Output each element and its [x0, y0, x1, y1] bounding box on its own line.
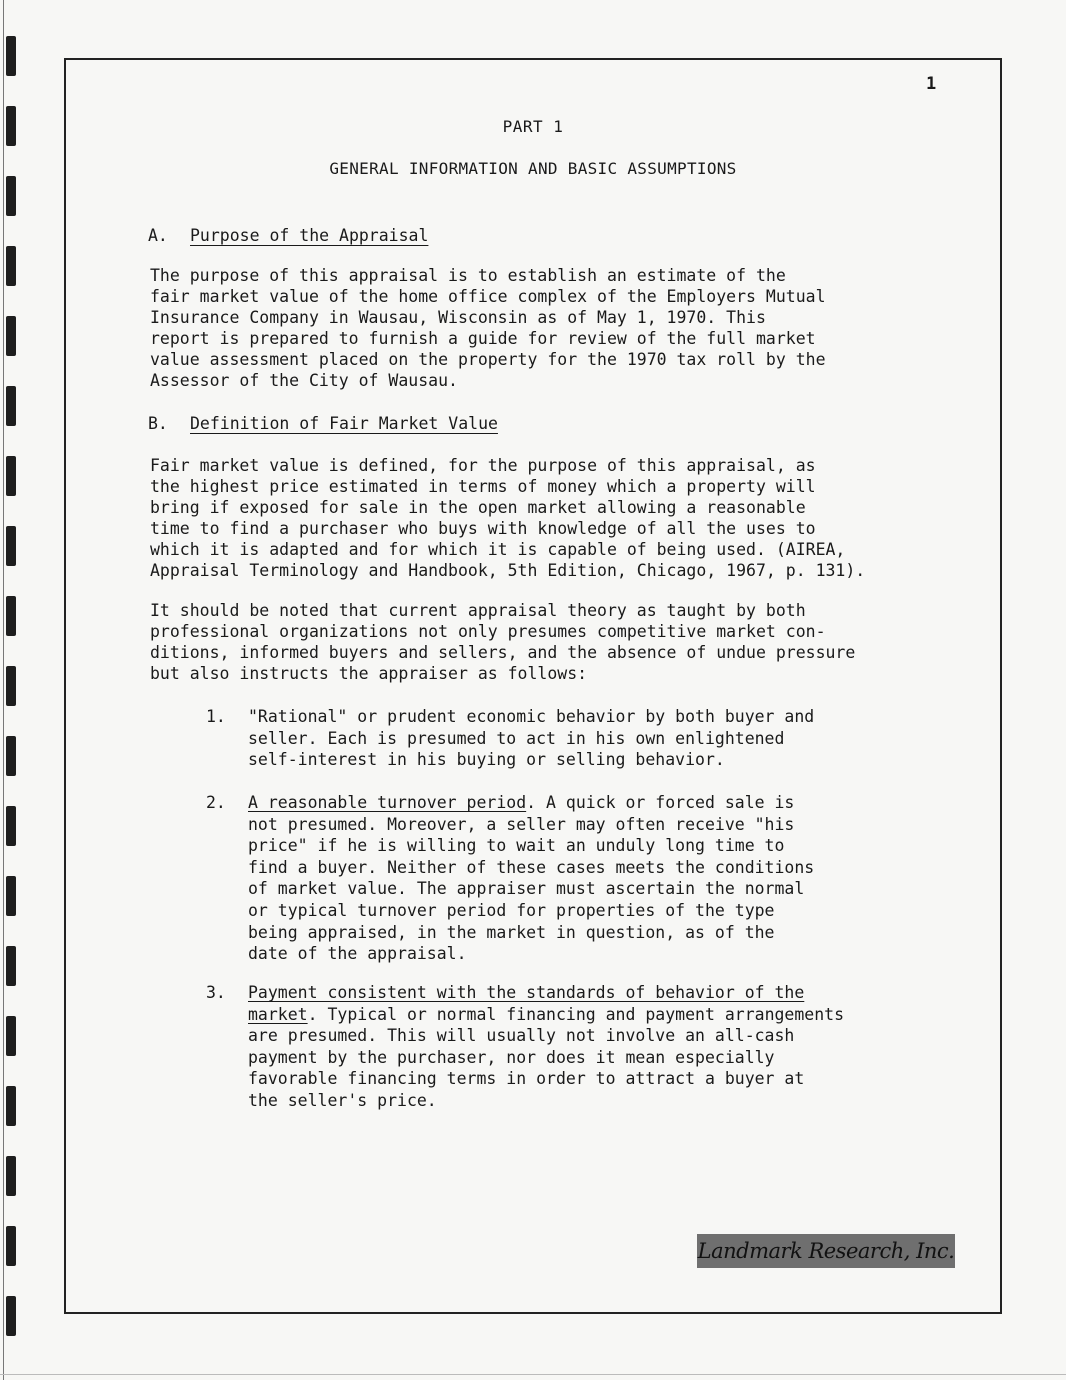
binding-hole [6, 736, 16, 776]
list-item-text [248, 706, 888, 771]
binding-hole [6, 1016, 16, 1056]
section-a-letter: A. [148, 226, 168, 245]
section-b-letter: B. [148, 414, 168, 433]
section-b-definition-paragraph: Fair market value is defined, for the purpose of this appraisal, as the highest price estimated in terms of money which a property will bring if exposed for sale in the open market allowing a reasonable time to find a purchaser who buys with knowledge of all the uses to which it is adapted and for which it is capable of being used. (AIREA, Appraisal Terminology and Handbook, 5th Edition, Chicago, 1967, p. 131). [150, 456, 866, 580]
part-subtitle: GENERAL INFORMATION AND BASIC ASSUMPTIONS [329, 159, 737, 178]
list-item-lead: Payment consistent with the standards of behavior of the market [248, 983, 805, 1024]
binding-hole [6, 176, 16, 216]
section-a-title: Purpose of the Appraisal [190, 226, 429, 245]
binding-hole [6, 1296, 16, 1336]
binding-hole [6, 526, 16, 566]
binding-edge-line [3, 0, 4, 1380]
binding-hole [6, 316, 16, 356]
page-number: 1 [926, 74, 937, 94]
list-item-text [248, 982, 888, 1112]
list-item-body: . A quick or forced sale is not presumed. Moreover, a seller may often receive "his price" if he is willing to wait an unduly long time to find a buyer. Neither of these cases meets the conditions of market value. The appraiser must ascertain the normal or typical turnover period for properties of the type being appraised, in the market in question, as of the date of the appraisal. [248, 793, 815, 964]
binding-hole [6, 386, 16, 426]
binding-hole [6, 36, 16, 76]
binding-hole [6, 596, 16, 636]
section-a-paragraph: The purpose of this appraisal is to establish an estimate of the fair market value of the home office complex of the Employers Mutual Insurance Company in Wausau, Wisconsin as of May 1, 1970. This report is prepared to furnish a guide for review of the full market value assessment placed on the property for the 1970 tax roll by the Assessor of the City of Wausau. [150, 266, 826, 390]
binding-hole [6, 246, 16, 286]
page-border-frame [64, 58, 1002, 1314]
section-b-heading [148, 414, 498, 433]
binding-hole [6, 946, 16, 986]
binding-hole [6, 876, 16, 916]
binding-hole [6, 666, 16, 706]
landmark-research-logo: Landmark Research, Inc. [697, 1234, 955, 1268]
list-item-number: 2. [206, 793, 226, 812]
section-a-heading [148, 226, 428, 245]
binding-hole [6, 456, 16, 496]
binding-hole [6, 1226, 16, 1266]
list-item-number: 1. [206, 707, 226, 726]
part-title: PART 1 [502, 117, 564, 136]
list-item-body: "Rational" or prudent economic behavior by both buyer and seller. Each is presumed to act in his own enlightened self-interest in his buying or selling behavior. [248, 707, 815, 770]
binding-hole [6, 1156, 16, 1196]
list-item-number: 3. [206, 983, 226, 1002]
section-b-title: Definition of Fair Market Value [190, 414, 498, 433]
list-item-body: . Typical or normal financing and payment arrangements are presumed. This will usually not involve an all-cash payment by the purchaser, nor does it mean especially favorable financing terms in order to attract a buyer at the seller's price. [248, 1004, 845, 1110]
binding-strip [0, 0, 20, 1380]
binding-hole [6, 1086, 16, 1126]
section-b-theory-paragraph: It should be noted that current appraisal theory as taught by both professional organizations not only presumes competitive market con- ditions, informed buyers and sellers, and the absence of undue pressure but also instructs the appraiser as follows: [150, 601, 856, 683]
list-item-lead: A reasonable turnover period [248, 793, 527, 812]
page-bottom-edge [0, 1374, 1066, 1375]
binding-hole [6, 806, 16, 846]
list-item-text [248, 792, 888, 965]
